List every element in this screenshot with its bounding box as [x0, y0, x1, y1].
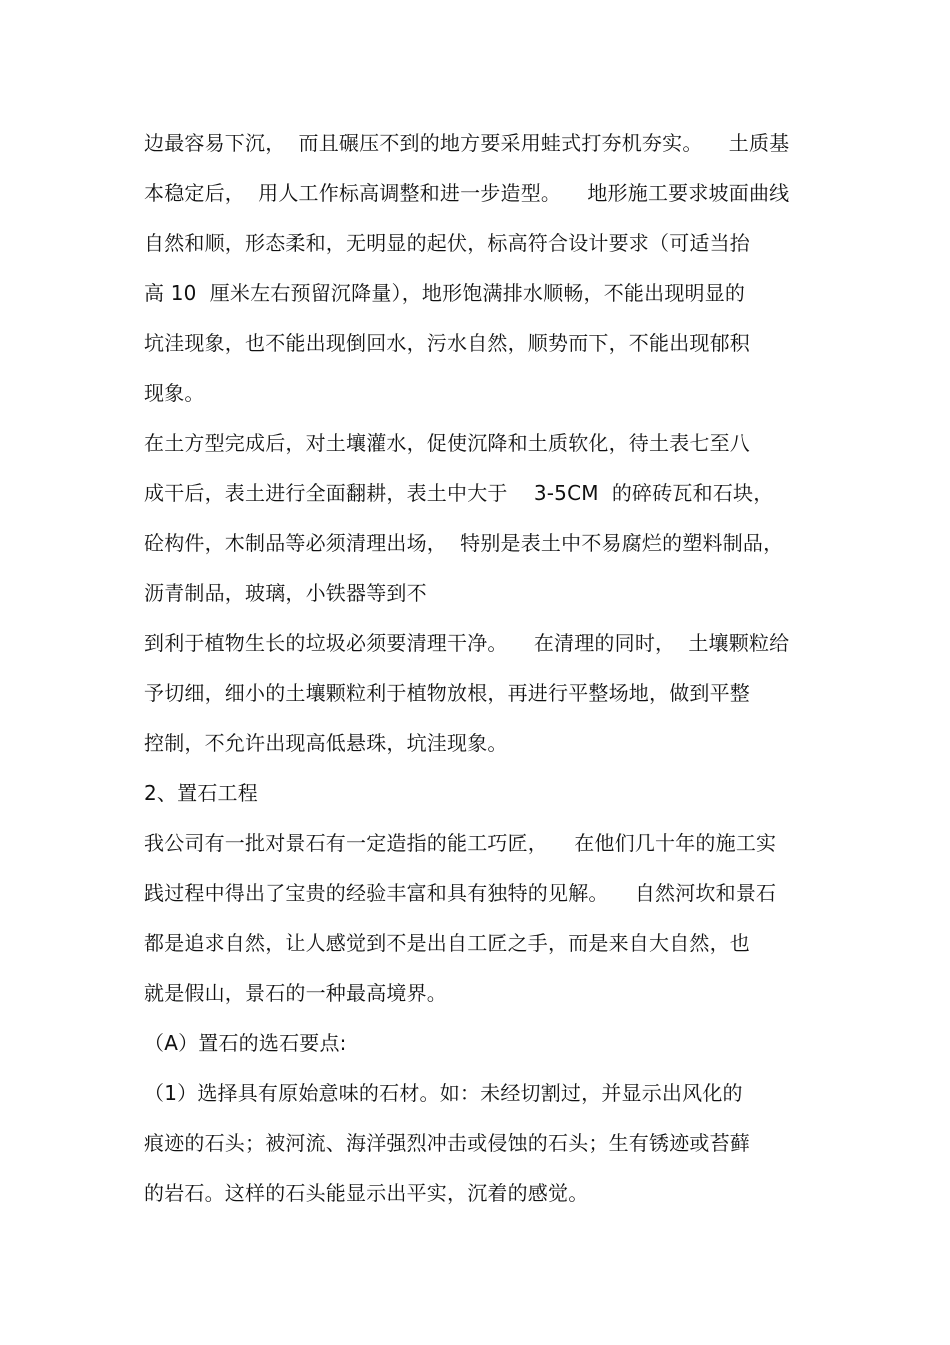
text-line-1: 边最容易下沉， 而且碾压不到的地方要采用蛙式打夯机夯实。 土质基: [144, 131, 790, 155]
text-line-2: 本稳定后， 用人工作标高调整和进一步造型。 地形施工要求坡面曲线: [144, 181, 790, 205]
text-line-20: （1）选择具有原始意味的石材。如：未经切割过，并显示出风化的: [144, 1081, 743, 1105]
text-line-17: 都是追求自然，让人感觉到不是出自工匠之手，而是来自大自然，也: [144, 931, 750, 955]
text-line-9: 砼构件，木制品等必须清理出场， 特别是表土中不易腐烂的塑料制品，: [144, 531, 784, 555]
text-line-3: 自然和顺，形态柔和，无明显的起伏，标高符合设计要求（可适当抬: [144, 231, 750, 255]
text-line-11: 到利于植物生长的垃圾必须要清理干净。 在清理的同时， 土壤颗粒给: [144, 631, 790, 655]
text-line-13: 控制，不允许出现高低悬珠，坑洼现象。: [144, 731, 508, 755]
subsection-heading: （A）置石的选石要点:: [144, 1031, 347, 1055]
text-line-16: 践过程中得出了宝贵的经验丰富和具有独特的见解。 自然河坎和景石: [144, 881, 777, 905]
section-heading: 2、置石工程: [144, 781, 258, 805]
text-line-18: 就是假山，景石的一种最高境界。: [144, 981, 447, 1005]
text-line-6: 现象。: [144, 381, 205, 405]
text-line-15: 我公司有一批对景石有一定造指的能工巧匠， 在他们几十年的施工实: [144, 831, 777, 855]
text-line-4: 高 10 厘米左右预留沉降量），地形饱满排水顺畅，不能出现明显的: [144, 281, 746, 305]
text-line-22: 的岩石。这样的石头能显示出平实，沉着的感觉。: [144, 1181, 589, 1205]
text-line-12: 予切细，细小的土壤颗粒利于植物放根，再进行平整场地，做到平整: [144, 681, 750, 705]
text-line-21: 痕迹的石头；被河流、海洋强烈冲击或侵蚀的石头；生有锈迹或苔藓: [144, 1131, 750, 1155]
text-line-10: 沥青制品，玻璃，小铁器等到不: [144, 581, 427, 605]
text-line-7: 在土方型完成后，对土壤灌水，促使沉降和土质软化，待土表七至八: [144, 431, 750, 455]
text-line-5: 坑洼现象，也不能出现倒回水，污水自然，顺势而下，不能出现郁积: [144, 331, 750, 355]
text-line-8: 成干后，表土进行全面翻耕，表土中大于 3-5CM 的碎砖瓦和石块，: [144, 481, 774, 505]
